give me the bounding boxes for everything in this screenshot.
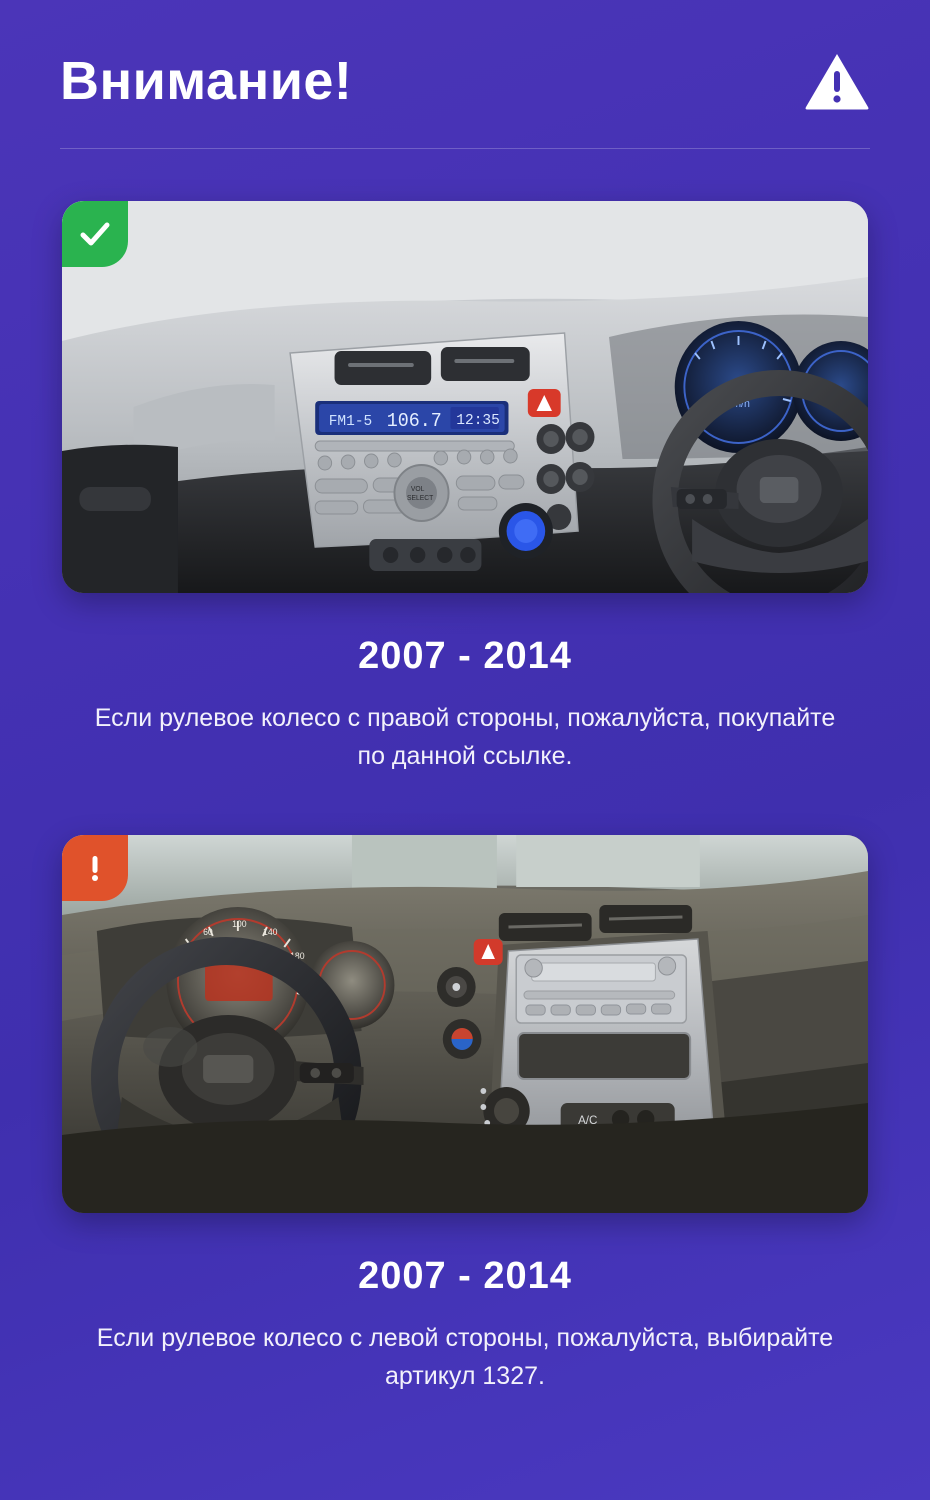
status-badge-correct	[62, 201, 128, 267]
warning-triangle-icon	[804, 52, 870, 110]
svg-text:140: 140	[263, 926, 278, 938]
svg-text:FM1-5: FM1-5	[328, 413, 373, 431]
svg-text:VOL: VOL	[410, 485, 425, 494]
svg-text:12:35: 12:35	[456, 412, 500, 430]
svg-text:180: 180	[290, 950, 305, 962]
svg-text:20: 20	[179, 948, 190, 960]
svg-text:A/C: A/C	[578, 1112, 598, 1128]
block-lhd	[38, 835, 892, 1395]
caption-rhd	[38, 635, 892, 775]
svg-text:106.7: 106.7	[386, 409, 442, 433]
caption-lhd	[38, 1255, 892, 1395]
car-interior-illustration-lhd	[62, 835, 868, 1213]
description-rhd: Если рулевое колесо с правой стороны, пожалуйста, покупайте по данной ссылке.	[94, 704, 836, 770]
page-title: Внимание!	[60, 50, 353, 111]
interior-photo-lhd	[62, 835, 868, 1213]
years-label-rhd: 2007 - 2014	[358, 635, 572, 677]
svg-text:100: 100	[232, 918, 247, 930]
years-label-lhd: 2007 - 2014	[358, 1255, 572, 1297]
header-divider	[60, 148, 870, 149]
block-rhd	[38, 201, 892, 775]
page-header	[38, 0, 892, 110]
svg-text:SELECT: SELECT	[407, 494, 434, 503]
car-interior-illustration-rhd	[62, 201, 868, 593]
status-badge-incorrect	[62, 835, 128, 901]
svg-text:60: 60	[203, 926, 213, 938]
svg-text:km/h: km/h	[726, 397, 750, 411]
description-lhd: Если рулевое колесо с левой стороны, пожалуйста, выбирайте артикул 1327.	[96, 1324, 834, 1390]
interior-photo-rhd	[62, 201, 868, 593]
